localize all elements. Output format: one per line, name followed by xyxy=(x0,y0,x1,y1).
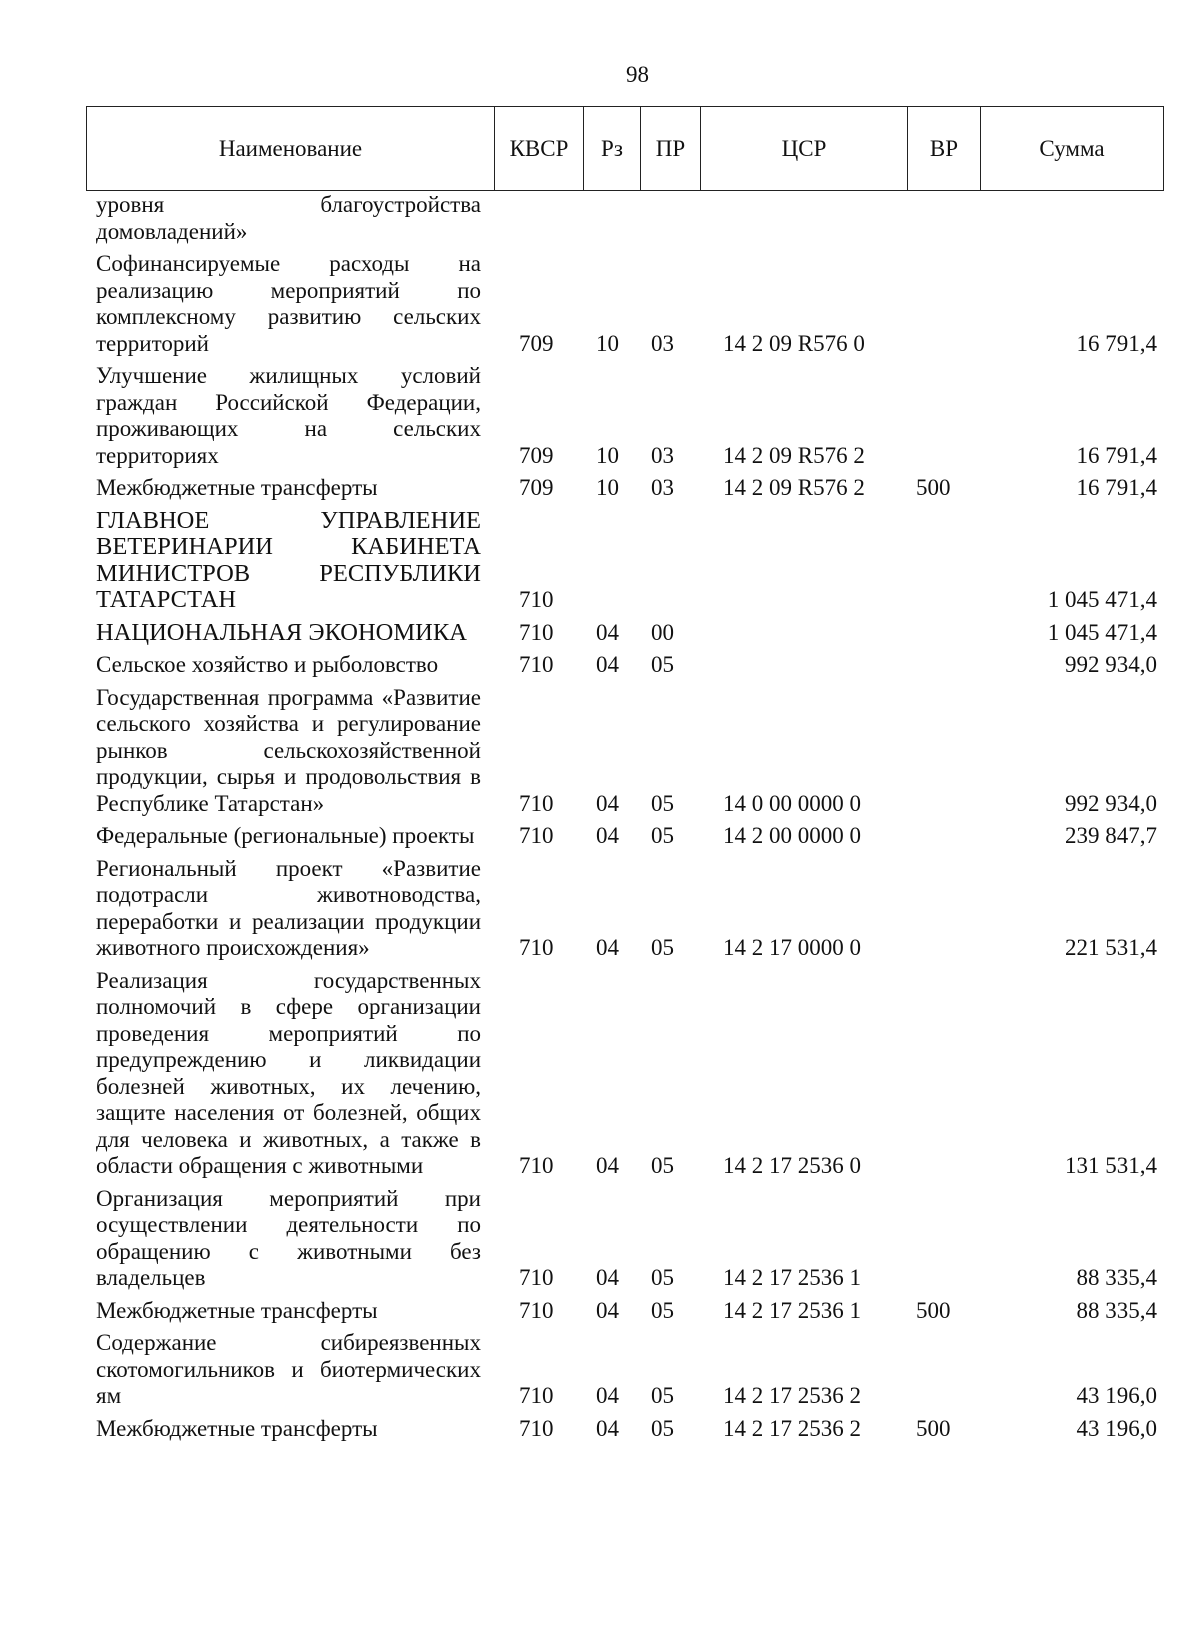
row-name: Федеральные (региональные) проекты xyxy=(96,823,475,848)
row-name: Региональный проект «Развитие подотрасли животноводства, переработки и реализации продукции животного происхождения» xyxy=(96,855,481,960)
row-sum: 221 531,4 xyxy=(1065,935,1157,960)
row-rz: 04 xyxy=(596,790,619,816)
row-rz: 04 xyxy=(596,823,619,848)
header-vr: ВР xyxy=(908,107,981,190)
row-name: Сельское хозяйство и рыболовство xyxy=(96,652,439,677)
row-kvsr: 710 xyxy=(519,790,554,816)
row-pr: 05 xyxy=(651,790,674,816)
header-name: Наименование xyxy=(87,107,495,190)
row-rz: 10 xyxy=(596,475,619,500)
row-rz: 04 xyxy=(596,619,619,645)
row-sum: 16 791,4 xyxy=(1076,475,1157,500)
table-body xyxy=(96,192,1166,1448)
row-csr: 14 2 17 2536 2 xyxy=(723,1415,861,1441)
row-sum: 88 335,4 xyxy=(1076,1297,1157,1323)
row-name: Организация мероприятий при осуществлении деятельности по обращению с животными без владельцев xyxy=(96,1185,481,1290)
row-rz: 04 xyxy=(596,1297,619,1323)
row-csr: 14 2 09 R576 2 xyxy=(723,442,865,468)
table-row xyxy=(96,652,1166,679)
row-kvsr: 710 xyxy=(519,1297,554,1323)
row-kvsr: 709 xyxy=(519,442,554,468)
row-name: Содержание сибиреязвенных скотомогильников и биотермических ям xyxy=(96,1330,481,1408)
row-name: Межбюджетные трансферты xyxy=(96,1297,378,1323)
row-rz: 10 xyxy=(596,330,619,356)
table-row xyxy=(96,508,1166,614)
row-pr: 05 xyxy=(651,1265,674,1290)
row-kvsr: 710 xyxy=(519,1265,554,1290)
row-name: Межбюджетные трансферты xyxy=(96,1415,378,1441)
header-kvsr: КВСР xyxy=(495,107,584,190)
table-row xyxy=(96,251,1166,357)
row-vr: 500 xyxy=(916,1297,951,1323)
row-pr: 03 xyxy=(651,330,674,356)
row-pr: 05 xyxy=(651,652,674,677)
row-sum: 16 791,4 xyxy=(1076,330,1157,356)
row-sum: 239 847,7 xyxy=(1065,823,1157,848)
row-sum: 43 196,0 xyxy=(1076,1415,1157,1441)
row-csr: 14 2 17 2536 2 xyxy=(723,1383,861,1408)
row-kvsr: 710 xyxy=(519,823,554,848)
table-row xyxy=(96,1298,1166,1325)
row-pr: 05 xyxy=(651,935,674,960)
row-pr: 05 xyxy=(651,823,674,848)
table-row xyxy=(96,856,1166,962)
table-row xyxy=(96,620,1166,647)
row-kvsr: 710 xyxy=(519,1383,554,1408)
row-name: ГЛАВНОЕ УПРАВЛЕНИЕ ВЕТЕРИНАРИИ КАБИНЕТА МИНИСТРОВ РЕСПУБЛИКИ ТАТАРСТАН xyxy=(96,506,481,613)
row-name: Государственная программа «Развитие сельского хозяйства и регулирование рынков сельскохозяйственной продукции, сырья и продовольствия в Республике Татарстан» xyxy=(96,684,481,816)
row-kvsr: 710 xyxy=(519,935,554,960)
row-csr: 14 2 17 2536 0 xyxy=(723,1153,861,1178)
table-row xyxy=(96,475,1166,502)
header-sum: Сумма xyxy=(1039,135,1105,161)
row-name: НАЦИОНАЛЬНАЯ ЭКОНОМИКА xyxy=(96,618,467,646)
row-sum: 1 045 471,4 xyxy=(1047,587,1157,612)
row-sum: 43 196,0 xyxy=(1076,1383,1157,1408)
row-kvsr: 710 xyxy=(519,619,554,645)
row-rz: 04 xyxy=(596,935,619,960)
row-kvsr: 709 xyxy=(519,330,554,356)
row-rz: 04 xyxy=(596,1265,619,1290)
table-row xyxy=(96,968,1166,1180)
row-pr: 00 xyxy=(651,619,674,645)
table-row xyxy=(96,823,1166,850)
table-row xyxy=(96,363,1166,469)
header-csr: ЦСР xyxy=(701,107,908,190)
row-pr: 05 xyxy=(651,1415,674,1441)
row-rz: 04 xyxy=(596,1415,619,1441)
row-name: Реализация государственных полномочий в сфере организации проведения мероприятий по предупреждению и ликвидации болезней животных, их лечению, защите населения от болезней, общих для человека и животных, а также в области обращения с животными xyxy=(96,967,481,1178)
row-csr: 14 2 17 2536 1 xyxy=(723,1265,861,1290)
row-sum: 992 934,0 xyxy=(1065,790,1157,816)
table-row xyxy=(96,1186,1166,1292)
table-header xyxy=(86,106,1164,191)
header-pr: ПР xyxy=(641,107,701,190)
row-pr: 05 xyxy=(651,1153,674,1178)
row-csr: 14 2 09 R576 2 xyxy=(723,475,865,500)
row-name: Межбюджетные трансферты xyxy=(96,475,378,500)
row-name: Улучшение жилищных условий граждан Российской Федерации, проживающих на сельских территориях xyxy=(96,363,481,468)
row-name: Софинансируемые расходы на реализацию мероприятий по комплексному развитию сельских территорий xyxy=(96,251,481,356)
row-pr: 05 xyxy=(651,1297,674,1323)
header-rz: Рз xyxy=(584,107,641,190)
row-sum: 16 791,4 xyxy=(1076,442,1157,468)
row-vr: 500 xyxy=(916,1415,951,1441)
row-sum: 992 934,0 xyxy=(1065,652,1157,677)
row-rz: 10 xyxy=(596,442,619,468)
row-csr: 14 2 17 2536 1 xyxy=(723,1297,861,1323)
row-kvsr: 709 xyxy=(519,475,554,500)
row-sum: 131 531,4 xyxy=(1065,1153,1157,1178)
row-csr: 14 0 00 0000 0 xyxy=(723,790,861,816)
row-csr: 14 2 00 0000 0 xyxy=(723,823,861,848)
table-row xyxy=(96,1416,1166,1443)
table-row xyxy=(96,192,1166,245)
row-rz: 04 xyxy=(596,652,619,677)
row-sum: 1 045 471,4 xyxy=(1047,619,1157,645)
row-kvsr: 710 xyxy=(519,587,554,612)
row-pr: 05 xyxy=(651,1383,674,1408)
table-row xyxy=(96,1330,1166,1410)
row-pr: 03 xyxy=(651,475,674,500)
row-kvsr: 710 xyxy=(519,1153,554,1178)
row-sum: 88 335,4 xyxy=(1076,1265,1157,1290)
row-name: уровня благоустройства домовладений» xyxy=(96,192,481,244)
table-row xyxy=(96,685,1166,818)
row-kvsr: 710 xyxy=(519,1415,554,1441)
row-rz: 04 xyxy=(596,1153,619,1178)
row-kvsr: 710 xyxy=(519,652,554,677)
row-csr: 14 2 17 0000 0 xyxy=(723,935,861,960)
page-number: 98 xyxy=(626,62,649,87)
row-vr: 500 xyxy=(916,475,951,500)
row-pr: 03 xyxy=(651,442,674,468)
row-csr: 14 2 09 R576 0 xyxy=(723,330,865,356)
row-rz: 04 xyxy=(596,1383,619,1408)
